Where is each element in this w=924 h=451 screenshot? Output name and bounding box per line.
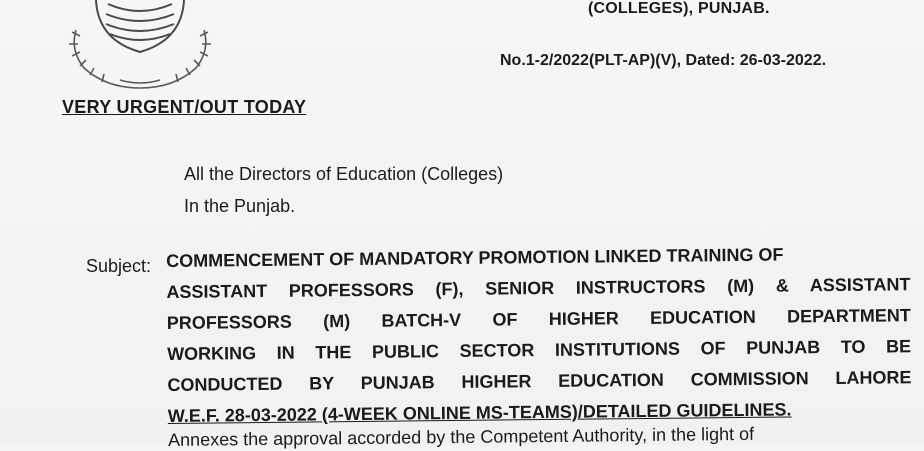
addressee-line-1: All the Directors of Education (Colleges) xyxy=(184,164,504,184)
subject-line-4: WORKING IN THE PUBLIC SECTOR INSTITUTIONS OF PUNJAB TO BE xyxy=(167,336,912,364)
subject-label: Subject: xyxy=(86,256,152,276)
subject-line-5: CONDUCTED BY PUNJAB HIGHER EDUCATION COMMISSION LAHORE xyxy=(167,367,912,395)
urgency-marker: VERY URGENT/OUT TODAY xyxy=(62,97,307,117)
government-seal-logo xyxy=(56,0,224,92)
department-header-line: (COLLEGES), PUNJAB. xyxy=(588,0,770,17)
subject-line-2: ASSISTANT PROFESSORS (F), SENIOR INSTRUCTORS (M) & ASSISTANT xyxy=(166,274,911,302)
subject-line-1: COMMENCEMENT OF MANDATORY PROMOTION LINKED TRAINING OF xyxy=(166,244,784,271)
addressee-line-2: In the Punjab. xyxy=(184,196,296,216)
addressee-block xyxy=(184,158,503,222)
subject-line-6: W.E.F. 28-03-2022 (4-WEEK ONLINE MS-TEAMS)/DETAILED GUIDELINES. xyxy=(167,399,792,426)
subject-line-3: PROFESSORS (M) BATCH-V OF HIGHER EDUCATION DEPARTMENT xyxy=(166,305,911,333)
subject-text xyxy=(166,238,912,432)
body-first-line: Annexes the approval accorded by the Competent Authority, in the light of xyxy=(168,423,755,450)
reference-number: No.1-2/2022(PLT-AP)(V), Dated: 26-03-2022. xyxy=(500,52,827,69)
